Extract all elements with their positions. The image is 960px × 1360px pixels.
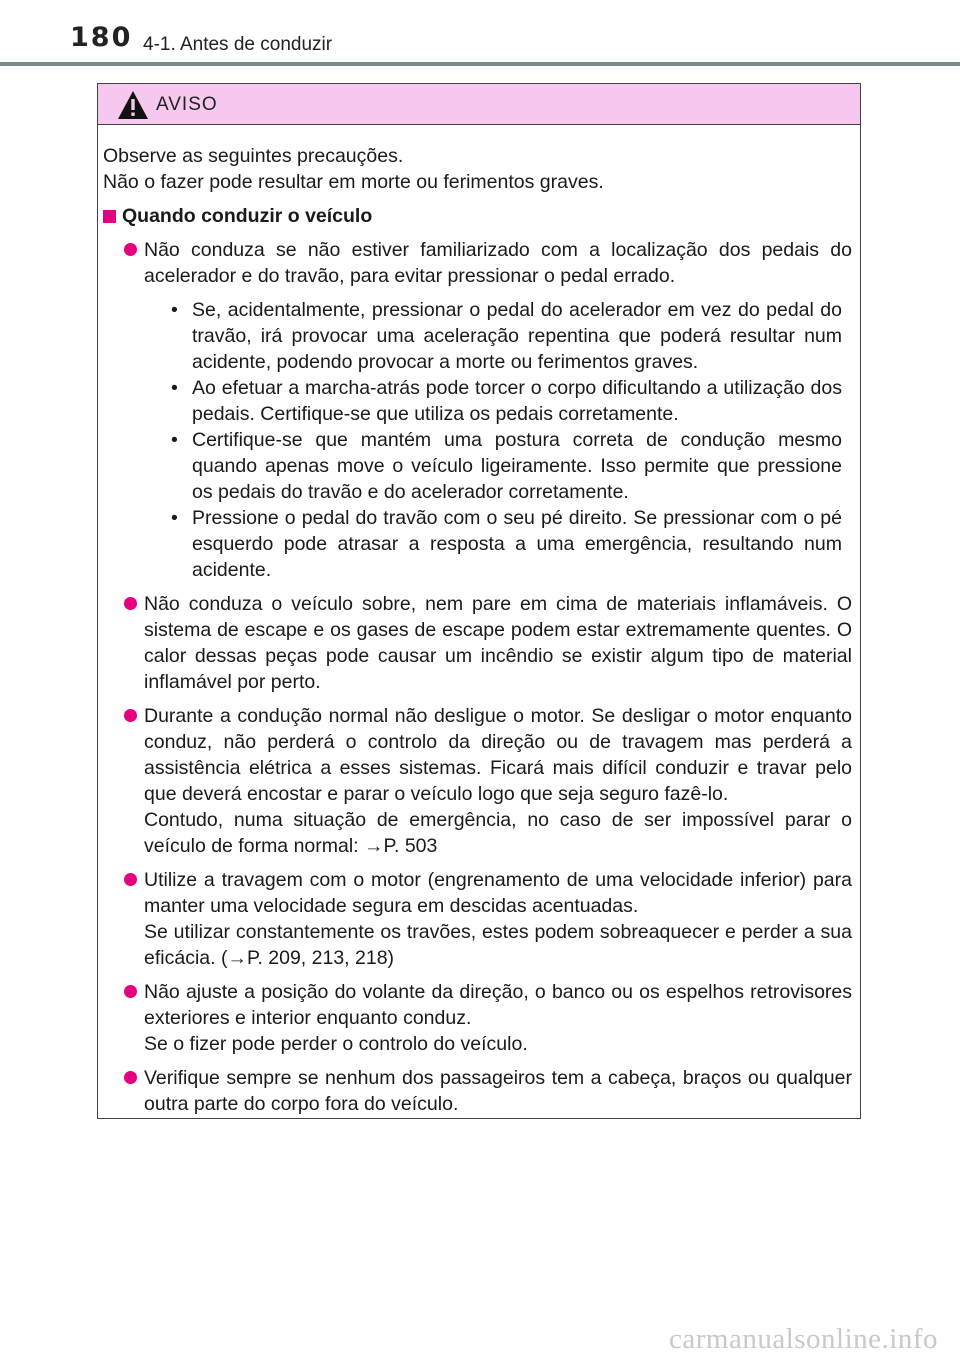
item-text: Contudo, numa situação de emergência, no caso de ser impossível parar o veículo de forma normal: →P. 503 <box>144 809 852 857</box>
sub-item-text: Ao efetuar a marcha-atrás pode torcer o corpo dificultando a utilização dos pedais. Certifique-se que utiliza os pedais corretamente. <box>192 377 842 425</box>
dot-icon: • <box>171 429 178 451</box>
circle-bullet-icon <box>124 243 137 256</box>
circle-bullet-icon <box>124 709 137 722</box>
warning-item <box>103 237 852 583</box>
circle-bullet-icon <box>124 1071 137 1084</box>
sub-item <box>144 505 852 583</box>
dot-icon: • <box>171 507 178 529</box>
warning-item <box>103 703 852 859</box>
header-divider <box>0 62 960 66</box>
warning-triangle-icon <box>117 90 149 120</box>
sub-item <box>144 427 852 505</box>
sub-item-text: Se, acidentalmente, pressionar o pedal do acelerador em vez do pedal do travão, irá provocar uma aceleração repentina que poderá resultar num acidente, podendo provocar a morte ou ferimentos graves. <box>192 299 842 373</box>
sub-item <box>144 297 852 375</box>
sub-item-text: Pressione o pedal do travão com o seu pé direito. Se pressionar com o pé esquerdo pode atrasar a resposta a uma emergência, resultando num acidente. <box>192 507 842 581</box>
item-text: Não ajuste a posição do volante da direção, o banco ou os espelhos retrovisores exteriores e interior enquanto conduz. <box>144 981 852 1029</box>
item-text: Se o fizer pode perder o controlo do veículo. <box>144 1033 528 1055</box>
square-bullet-icon <box>103 210 116 223</box>
warning-item <box>103 1065 852 1117</box>
warning-box <box>97 83 861 1119</box>
item-text: Não conduza o veículo sobre, nem pare em cima de materiais inflamáveis. O sistema de escape e os gases de escape podem estar extremamente quentes. O calor dessas peças pode causar um incêndio se existir algum tipo de material inflamável por perto. <box>144 593 852 693</box>
circle-bullet-icon <box>124 873 137 886</box>
page-number: 180 <box>70 22 133 53</box>
item-text: Não conduza se não estiver familiarizado com a localização dos pedais do acelerador e do travão, para evitar pressionar o pedal errado. <box>144 239 852 287</box>
item-text: Verifique sempre se nenhum dos passageiros tem a cabeça, braços ou qualquer outra parte do corpo fora do veículo. <box>144 1067 852 1115</box>
warning-title: AVISO <box>156 94 218 115</box>
item-text: Durante a condução normal não desligue o motor. Se desligar o motor enquanto conduz, não perderá o controlo da direção ou de travagem mas perderá a assistência elétrica a esses sistemas. Ficará mais difícil conduzir e travar pelo que deverá encostar e parar o veículo logo que seja seguro fazê-lo. <box>144 705 852 805</box>
warning-item <box>103 591 852 695</box>
warning-header <box>98 84 860 125</box>
sub-item-text: Certifique-se que mantém uma postura correta de condução mesmo quando apenas move o veículo ligeiramente. Isso permite que pressione os pedais do travão e do acelerador corretamente. <box>192 429 842 503</box>
dot-icon: • <box>171 299 178 321</box>
dot-icon: • <box>171 377 178 399</box>
sub-list <box>144 297 852 583</box>
warning-body <box>98 125 860 1117</box>
item-text: Utilize a travagem com o motor (engrenamento de uma velocidade inferior) para manter uma velocidade segura em descidas acentuadas. <box>144 869 852 917</box>
watermark: carmanualsonline.info <box>669 1323 938 1355</box>
circle-bullet-icon <box>124 597 137 610</box>
subheading-text: Quando conduzir o veículo <box>122 205 373 227</box>
intro-line: Observe as seguintes precauções. <box>103 145 404 167</box>
subheading <box>103 203 852 229</box>
warning-item <box>103 979 852 1057</box>
sub-item <box>144 375 852 427</box>
warning-item <box>103 867 852 971</box>
section-title: 4-1. Antes de conduzir <box>143 34 333 55</box>
circle-bullet-icon <box>124 985 137 998</box>
warning-intro <box>103 143 852 195</box>
intro-line: Não o fazer pode resultar em morte ou ferimentos graves. <box>103 171 604 193</box>
item-text: Se utilizar constantemente os travões, estes podem sobreaquecer e perder a sua eficácia. (→P. 209, 213, 218) <box>144 921 852 969</box>
